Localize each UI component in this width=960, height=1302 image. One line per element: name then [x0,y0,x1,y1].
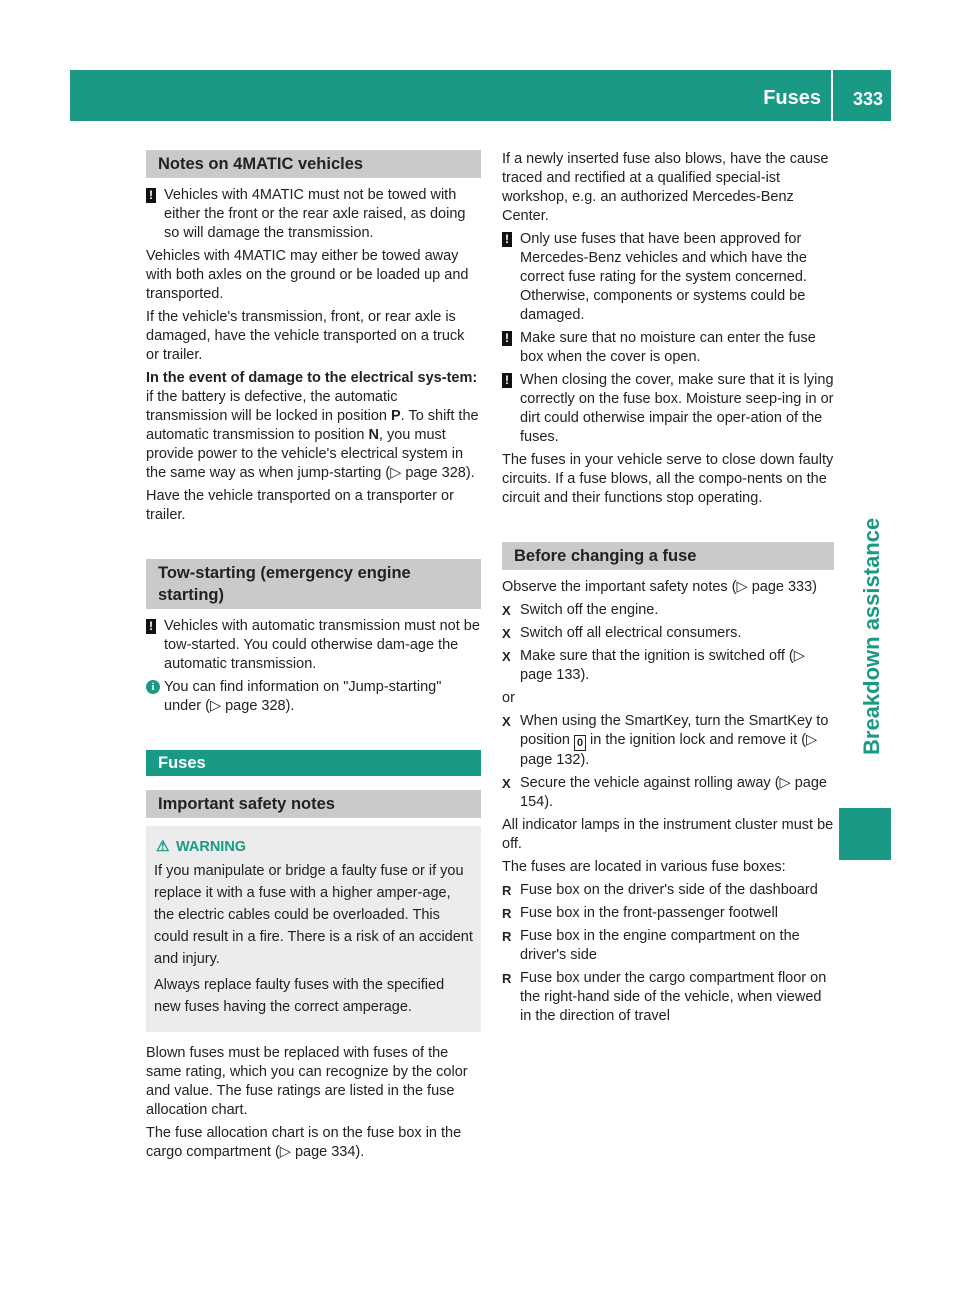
exclamation-icon: ! [146,619,156,634]
bullet-icon: R [502,971,512,986]
bullet-icon: R [502,883,512,898]
step: X Switch off the engine. [502,602,659,618]
warning-box [146,826,481,1032]
exclamation-icon: ! [146,188,156,203]
list-item: R Fuse box under the cargo compartment floor on the right-hand side of the vehicle, when viewed in the direction of travel [502,970,827,1024]
chapter-label: Breakdown assistance [859,517,884,755]
note-moisture: ! Make sure that no moisture can enter the fuse box when the cover is open. [502,329,834,367]
note-4matic: ! Vehicles with 4MATIC must not be towed with either the front or the rear axle raised, as doing so will damage the transmission. [146,186,481,243]
chapter-tab [839,517,891,755]
heading-4matic: Notes on 4MATIC vehicles [146,150,481,178]
list-item: R Fuse box on the driver's side of the dashboard [502,882,818,898]
list-item: R Fuse box in the front-passenger footwell [502,905,778,921]
page-reference[interactable]: ▷ page 328). [390,465,475,481]
exclamation-icon: ! [502,373,512,388]
paragraph: The fuses in your vehicle serve to close down faulty circuits. If a fuse blows, all the compo-nents on the circuit and their functions stop operating. [502,452,834,506]
right-column [502,150,834,1030]
step: X Make sure that the ignition is switched off (▷ page 133). [502,648,805,683]
info-jump-start: i You can find information on "Jump-starting" under (▷ page 328). [146,678,481,716]
paragraph: Blown fuses must be replaced with fuses of the same rating, which you can recognize by the color and value. The fuse ratings are listed in the fuse allocation chart. [146,1045,468,1118]
heading-before-changing: Before changing a fuse [502,542,834,570]
arrow-icon: X [502,626,511,641]
section-title: Fuses [763,87,821,109]
paragraph: Observe the important safety notes (▷ page 333) [502,579,818,595]
paragraph: The fuses are located in various fuse boxes: [502,859,786,875]
warning-text: Always replace faulty fuses with the specified new fuses having the correct amperage. [154,977,445,1015]
paragraph: If the vehicle's transmission, front, or rear axle is damaged, have the vehicle transported on a truck or trailer. [146,309,465,363]
warning-heading: ⚠ WARNING [154,836,473,858]
exclamation-icon: ! [502,331,512,346]
or-label: or [502,690,515,706]
left-column [146,150,481,1166]
note-cover: ! When closing the cover, make sure that it is lying correctly on the fuse box. Moisture seep-ing in or dirt could otherwise impair the oper-ation of the fuses. [502,371,834,447]
note-approved-fuses: ! Only use fuses that have been approved for Mercedes-Benz vehicles and which have the correct fuse rating for the system concerned. Otherwise, components or systems could be damaged. [502,230,834,325]
warning-triangle-icon: ⚠ [156,838,170,855]
bullet-icon: R [502,906,512,921]
note-tow-start: ! Vehicles with automatic transmission must not be tow-started. You could otherwise dam-age the automatic transmission. [146,617,481,674]
paragraph: Vehicles with 4MATIC may either be towed away with both axles on the ground or be loaded up and transported. [146,248,469,302]
arrow-icon: X [502,603,511,618]
page-header-bar [70,70,891,121]
arrow-icon: X [502,776,511,791]
heading-fuses: Fuses [146,750,481,776]
heading-tow-starting: Tow-starting (emergency engine starting) [146,559,481,609]
chapter-marker [839,808,891,860]
header-divider [831,70,833,121]
bullet-icon: R [502,929,512,944]
paragraph: Have the vehicle transported on a transporter or trailer. [146,488,454,523]
key-position-icon: 0 [574,735,586,751]
exclamation-icon: ! [502,232,512,247]
heading-safety-notes: Important safety notes [146,790,481,818]
paragraph-electrical-damage: In the event of damage to the electrical sys-tem: if the battery is defective, the automatic transmission will be locked in position P. To shift the automatic transmission to position N, you must provide power to the vehicle's electrical system in the same way as when jump-starting (▷ page 328). [146,370,479,481]
info-icon: i [146,680,160,694]
step: X Switch off all electrical consumers. [502,625,742,641]
list-item: R Fuse box in the engine compartment on the driver's side [502,928,800,963]
paragraph: If a newly inserted fuse also blows, have the cause traced and rectified at a qualified special-ist workshop, e.g. an authorized Mercedes-Benz Center. [502,151,829,224]
page-number: 333 [852,89,883,109]
step: X When using the SmartKey, turn the SmartKey to position 0 in the ignition lock and remove it (▷ page 132). [502,713,829,768]
warning-text: If you manipulate or bridge a faulty fuse or if you replace it with a fuse with a higher amper-age, the electric cables could be overloaded. This could result in a fire. There is a risk of an accident and injury. [154,863,473,967]
arrow-icon: X [502,649,511,664]
step: X Secure the vehicle against rolling away (▷ page 154). [502,775,827,810]
paragraph: All indicator lamps in the instrument cluster must be off. [502,817,834,852]
paragraph: The fuse allocation chart is on the fuse box in the cargo compartment (▷ page 334). [146,1125,462,1160]
arrow-icon: X [502,714,511,729]
